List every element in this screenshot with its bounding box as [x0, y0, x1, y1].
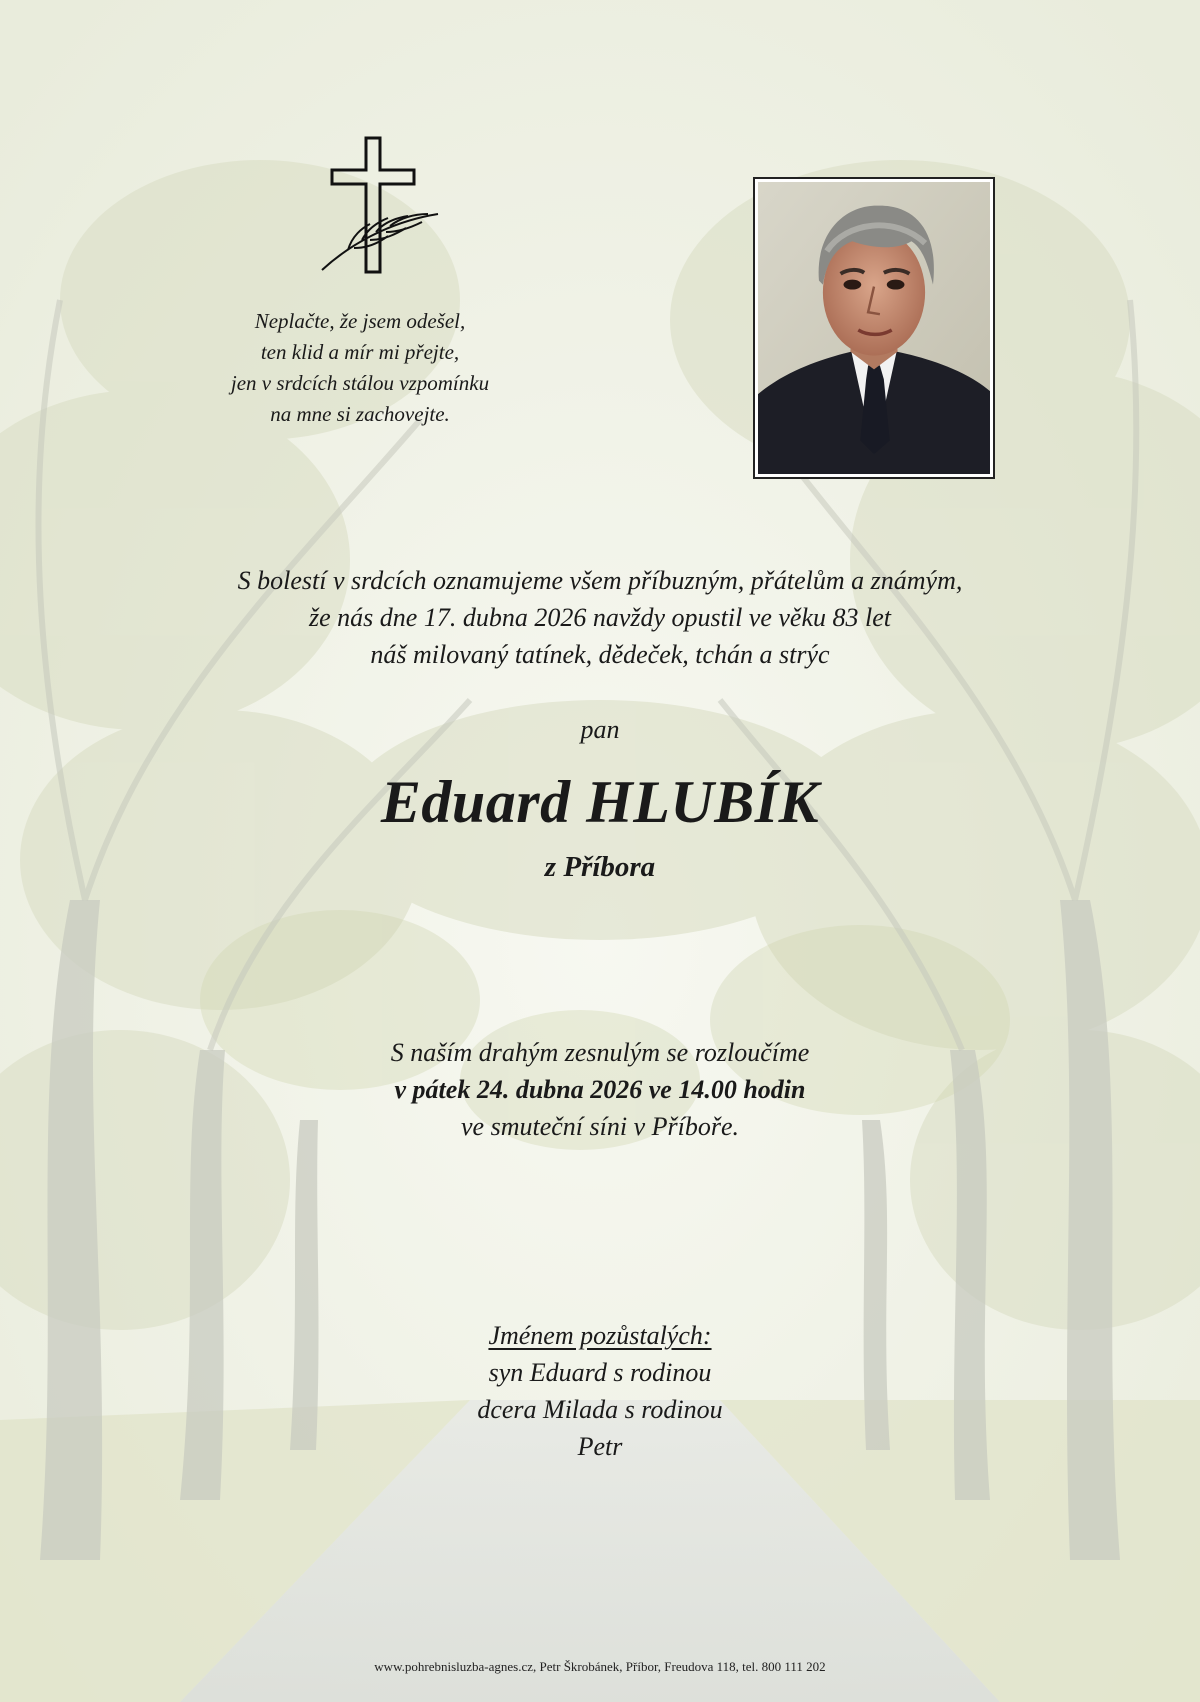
- mourner-name: Petr: [577, 1432, 623, 1461]
- announcement-line: náš milovaný tatínek, dědeček, tchán a strýc: [370, 640, 830, 669]
- funeral-info: [0, 1034, 1200, 1145]
- mourner-name: syn Eduard s rodinou: [488, 1358, 712, 1387]
- memorial-poem: [200, 306, 520, 430]
- poem-line: na mne si zachovejte.: [270, 402, 450, 426]
- mourners-heading: Jménem pozůstalých:: [488, 1321, 712, 1350]
- honorific: pan: [580, 715, 620, 744]
- poem-line: jen v srdcích stálou vzpomínku: [230, 371, 490, 395]
- funeral-line: S naším drahým zesnulým se rozloučíme: [390, 1038, 810, 1067]
- cross-icon: [318, 136, 440, 276]
- deceased-name: Eduard HLUBÍK: [380, 769, 820, 835]
- poem-line: Neplačte, že jsem odešel,: [254, 309, 466, 333]
- poem-line: ten klid a mír mi přejte,: [260, 340, 460, 364]
- mourner-name: dcera Milada s rodinou: [477, 1395, 723, 1424]
- announcement-line: že nás dne 17. dubna 2026 navždy opustil ve věku 83 let: [309, 603, 891, 632]
- portrait-image: [758, 182, 990, 474]
- funeral-service-footer: www.pohrebnisluzba-agnes.cz, Petr Škrobánek, Příbor, Freudova 118, tel. 800 111 202: [374, 1659, 826, 1674]
- funeral-date-time: v pátek 24. dubna 2026 ve 14.00 hodin: [394, 1075, 806, 1104]
- mourners-section: [0, 1317, 1200, 1465]
- deceased-origin: z Příbora: [544, 851, 656, 883]
- announcement-line: S bolestí v srdcích oznamujeme všem příbuzným, přátelům a známým,: [237, 566, 963, 595]
- funeral-place: ve smuteční síni v Příboře.: [461, 1112, 739, 1141]
- portrait-photo: [753, 177, 995, 479]
- announcement-text: [0, 562, 1200, 673]
